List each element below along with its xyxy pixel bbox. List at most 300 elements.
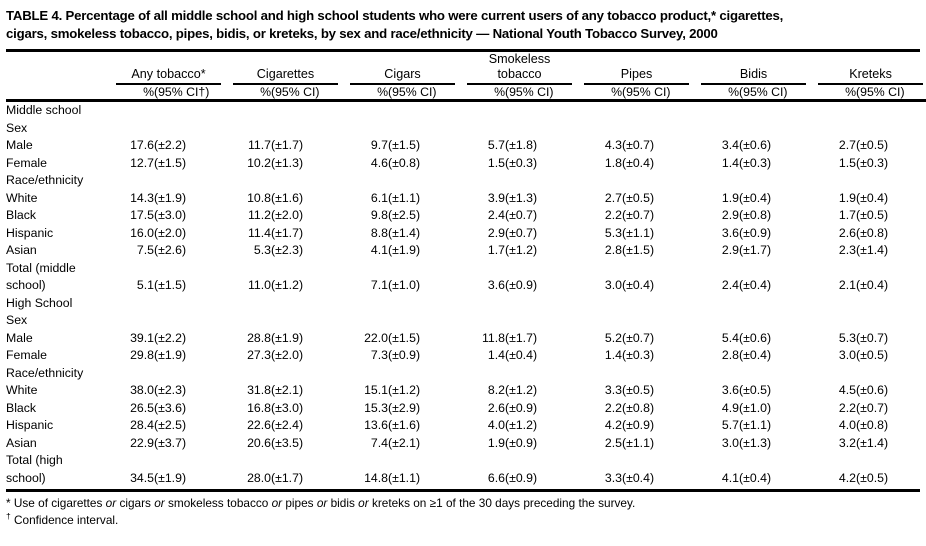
cell-pct: 7.3 bbox=[370, 348, 388, 362]
footnote-text: Confidence interval. bbox=[14, 512, 119, 527]
cell-pct: 28.8 bbox=[247, 330, 271, 345]
cell-ci bbox=[505, 120, 578, 138]
cell-pct: 5.3 bbox=[604, 225, 622, 240]
cell-pct: 4.1 bbox=[370, 243, 388, 257]
cell-ci bbox=[388, 101, 461, 120]
cell-ci bbox=[739, 452, 812, 470]
cell-pct bbox=[461, 452, 505, 470]
cell-ci: (±0.4) bbox=[739, 470, 772, 485]
table-row bbox=[6, 277, 926, 295]
table-row bbox=[6, 155, 926, 173]
cell-pct: 22.0 bbox=[364, 330, 388, 345]
cell-ci: (±1.1) bbox=[388, 470, 421, 485]
cell-ci bbox=[622, 365, 695, 383]
cell-pct bbox=[110, 365, 154, 383]
row-label: Black bbox=[6, 400, 37, 415]
footnote-marker: * bbox=[6, 496, 14, 510]
table-row bbox=[6, 190, 926, 208]
cell-ci: (±1.4) bbox=[388, 225, 421, 240]
cell-pct: 38.0 bbox=[130, 383, 154, 397]
row-label: Asian bbox=[6, 435, 37, 450]
cell-pct: 11.2 bbox=[247, 208, 271, 222]
cell-pct bbox=[344, 452, 388, 470]
table-row bbox=[6, 330, 926, 348]
cell-ci bbox=[856, 312, 926, 330]
cell-ci bbox=[622, 312, 695, 330]
cell-pct: 2.9 bbox=[487, 225, 505, 240]
cell-pct bbox=[110, 260, 154, 278]
cell-pct: 1.4 bbox=[487, 348, 505, 362]
cell-pct bbox=[578, 312, 622, 330]
cell-pct: 3.4 bbox=[721, 138, 740, 152]
cell-pct: 5.7 bbox=[487, 138, 505, 152]
table-row bbox=[6, 295, 926, 313]
cell-pct: 5.7 bbox=[721, 418, 740, 432]
cell-pct: 2.2 bbox=[838, 400, 857, 415]
row-label: Middle school bbox=[6, 103, 82, 117]
cell-ci: (±0.3) bbox=[505, 155, 538, 170]
cell-ci bbox=[271, 295, 344, 313]
cell-pct: 4.2 bbox=[604, 418, 622, 432]
cell-ci: (±1.7) bbox=[271, 225, 304, 240]
table-row bbox=[6, 435, 926, 453]
cell-ci: (±0.5) bbox=[856, 348, 889, 362]
cell-ci: (±1.9) bbox=[154, 470, 187, 485]
row-label: Female bbox=[6, 155, 48, 170]
cell-ci: (±0.5) bbox=[622, 383, 655, 397]
cell-ci: (±0.4) bbox=[739, 348, 772, 362]
cell-pct: 5.2 bbox=[604, 330, 622, 345]
cell-ci: (±1.7) bbox=[271, 138, 304, 152]
cell-ci bbox=[505, 101, 578, 120]
cell-pct: 3.6 bbox=[721, 225, 740, 240]
cell-pct bbox=[812, 120, 856, 138]
cell-pct bbox=[812, 172, 856, 190]
cell-pct: 6.6 bbox=[487, 470, 505, 485]
cell-ci: (±3.6) bbox=[154, 400, 187, 415]
cell-pct: 7.5 bbox=[136, 243, 154, 257]
cell-ci bbox=[505, 260, 578, 278]
cell-ci bbox=[856, 365, 926, 383]
cell-pct bbox=[227, 172, 271, 190]
table-row bbox=[6, 452, 926, 470]
cell-pct bbox=[695, 260, 739, 278]
cell-ci: (±0.3) bbox=[856, 155, 889, 170]
cell-pct bbox=[461, 365, 505, 383]
cell-ci: (±0.3) bbox=[622, 348, 655, 362]
cell-pct bbox=[227, 101, 271, 120]
cell-ci: (±1.3) bbox=[271, 155, 304, 170]
cell-ci bbox=[388, 312, 461, 330]
cell-ci bbox=[388, 295, 461, 313]
table-row bbox=[6, 101, 926, 120]
cell-pct: 1.9 bbox=[838, 190, 857, 205]
cell-pct: 7.1 bbox=[370, 278, 388, 292]
cell-ci: (±2.3) bbox=[271, 243, 304, 257]
subheader-ci-bidis: (95% CI) bbox=[739, 85, 812, 101]
row-label: Race/ethnicity bbox=[6, 173, 84, 187]
cell-ci: (±2.1) bbox=[388, 435, 421, 450]
cell-pct bbox=[695, 312, 739, 330]
cell-pct: 1.9 bbox=[487, 435, 505, 450]
footnote-text: smokeless tobacco bbox=[164, 496, 272, 510]
cell-ci: (±0.4) bbox=[505, 348, 538, 362]
cell-pct: 1.7 bbox=[838, 208, 857, 222]
cell-pct: 2.8 bbox=[721, 348, 740, 362]
cell-ci: (±2.9) bbox=[388, 400, 421, 415]
footnote-text: or bbox=[271, 496, 283, 510]
cell-pct: 3.9 bbox=[487, 190, 505, 205]
cell-pct bbox=[344, 295, 388, 313]
cell-pct bbox=[344, 260, 388, 278]
cell-pct: 4.9 bbox=[721, 400, 740, 415]
cell-pct bbox=[110, 120, 154, 138]
cell-pct: 1.5 bbox=[838, 155, 857, 170]
cell-ci: (±1.6) bbox=[271, 190, 304, 205]
cell-ci bbox=[856, 260, 926, 278]
cell-ci bbox=[154, 365, 227, 383]
subheader-pct-cigarettes: % bbox=[227, 85, 271, 101]
cell-ci: (±1.1) bbox=[739, 418, 772, 432]
cell-ci bbox=[856, 172, 926, 190]
cell-ci bbox=[505, 365, 578, 383]
cell-ci: (±1.2) bbox=[271, 278, 304, 292]
table-title-line1: TABLE 4. Percentage of all middle school and high school students who were current users of any tobacco product,* cigarettes, bbox=[6, 8, 784, 23]
cell-ci: (±0.8) bbox=[622, 400, 655, 415]
cell-pct bbox=[695, 295, 739, 313]
cell-pct: 17.5 bbox=[130, 208, 154, 222]
cell-ci: (±3.5) bbox=[271, 435, 304, 450]
cell-pct bbox=[812, 452, 856, 470]
cell-ci bbox=[856, 120, 926, 138]
cell-ci bbox=[271, 312, 344, 330]
cell-ci: (±1.5) bbox=[622, 243, 655, 257]
cell-pct: 16.0 bbox=[130, 225, 154, 240]
row-label: Race/ethnicity bbox=[6, 365, 84, 380]
tobacco-use-table bbox=[6, 52, 926, 489]
cell-pct: 1.8 bbox=[604, 155, 622, 170]
cell-ci: (±0.4) bbox=[622, 470, 655, 485]
cell-pct bbox=[227, 120, 271, 138]
cell-ci: (±0.6) bbox=[739, 138, 772, 152]
cell-ci: (±1.9) bbox=[154, 190, 187, 205]
column-group-pipes: Pipes bbox=[578, 52, 695, 85]
cell-ci: (±0.5) bbox=[739, 383, 772, 397]
subheader-ci-pipes: (95% CI) bbox=[622, 85, 695, 101]
cell-pct: 12.7 bbox=[130, 155, 154, 170]
cell-ci: (±1.7) bbox=[271, 470, 304, 485]
footnote-text: kreteks on ≥1 of the 30 days preceding the survey. bbox=[368, 496, 636, 510]
table-header bbox=[6, 52, 926, 101]
row-label: Sex bbox=[6, 120, 28, 135]
cell-pct bbox=[812, 260, 856, 278]
cell-ci bbox=[388, 452, 461, 470]
subheader-ci-any-tobacco: (95% CI†) bbox=[154, 85, 227, 101]
cell-pct: 22.9 bbox=[130, 435, 154, 450]
cell-pct bbox=[344, 312, 388, 330]
cell-ci: (±0.4) bbox=[739, 278, 772, 292]
cell-ci bbox=[154, 295, 227, 313]
subheader-pct-smokeless: % bbox=[461, 85, 505, 101]
cell-ci bbox=[271, 452, 344, 470]
cell-pct: 4.1 bbox=[721, 470, 740, 485]
row-label: Asian bbox=[6, 243, 37, 257]
cell-pct bbox=[578, 260, 622, 278]
cell-pct: 28.0 bbox=[247, 470, 271, 485]
cell-pct: 5.4 bbox=[721, 330, 740, 345]
cell-ci: (±1.2) bbox=[505, 243, 538, 257]
cell-ci: (±0.7) bbox=[856, 330, 889, 345]
cell-pct bbox=[695, 101, 739, 120]
footnote-text: or bbox=[358, 496, 369, 510]
cell-ci bbox=[154, 101, 227, 120]
cell-ci: (±0.6) bbox=[739, 330, 772, 345]
cell-ci: (±2.2) bbox=[154, 138, 187, 152]
table-row bbox=[6, 400, 926, 418]
cell-ci: (±0.9) bbox=[505, 400, 538, 415]
row-label: White bbox=[6, 383, 38, 397]
footnote-marker: † bbox=[6, 510, 11, 521]
cell-pct: 29.8 bbox=[130, 348, 154, 362]
cell-ci bbox=[856, 101, 926, 120]
cell-ci: (±0.5) bbox=[856, 470, 889, 485]
cell-pct bbox=[110, 295, 154, 313]
cell-ci: (±3.0) bbox=[154, 208, 187, 222]
subheader-pct-bidis: % bbox=[695, 85, 739, 101]
cell-pct bbox=[695, 452, 739, 470]
cell-pct bbox=[578, 365, 622, 383]
cell-ci: (±2.0) bbox=[271, 208, 304, 222]
cell-ci: (±1.5) bbox=[154, 278, 187, 292]
cell-ci bbox=[856, 295, 926, 313]
table-title bbox=[6, 0, 920, 43]
row-label: Total (middle bbox=[6, 260, 76, 275]
cell-pct: 3.0 bbox=[838, 348, 857, 362]
cell-pct: 2.3 bbox=[838, 243, 857, 257]
cell-ci: (±0.7) bbox=[856, 400, 889, 415]
cell-ci: (±1.4) bbox=[856, 435, 889, 450]
cell-pct bbox=[695, 172, 739, 190]
cell-ci: (±0.8) bbox=[856, 418, 889, 432]
cell-ci bbox=[388, 172, 461, 190]
cell-ci bbox=[622, 452, 695, 470]
cell-pct bbox=[344, 365, 388, 383]
cell-ci: (±2.5) bbox=[154, 418, 187, 432]
table-row bbox=[6, 417, 926, 435]
cell-pct: 2.2 bbox=[604, 400, 622, 415]
column-group-kreteks: Kreteks bbox=[812, 52, 926, 85]
cell-ci: (±3.7) bbox=[154, 435, 187, 450]
cell-ci bbox=[505, 312, 578, 330]
column-group-cigars: Cigars bbox=[344, 52, 461, 85]
cell-ci: (±0.7) bbox=[505, 208, 538, 222]
cell-ci bbox=[505, 452, 578, 470]
cell-ci: (±1.4) bbox=[856, 243, 889, 257]
cell-ci: (±0.7) bbox=[505, 225, 538, 240]
footnote-text: Use of cigarettes bbox=[13, 496, 106, 510]
subheader-pct-any-tobacco: % bbox=[110, 85, 154, 101]
cell-ci bbox=[622, 120, 695, 138]
cell-ci: (±0.4) bbox=[622, 278, 655, 292]
cell-pct: 11.8 bbox=[481, 330, 505, 345]
cell-pct: 2.7 bbox=[838, 138, 857, 152]
row-label: Male bbox=[6, 138, 33, 152]
cell-ci: (±2.0) bbox=[271, 348, 304, 362]
cell-ci bbox=[271, 120, 344, 138]
row-label: school) bbox=[6, 278, 46, 292]
cell-ci bbox=[271, 365, 344, 383]
cell-pct: 3.3 bbox=[604, 470, 622, 485]
cell-pct: 2.8 bbox=[604, 243, 622, 257]
cell-pct bbox=[812, 295, 856, 313]
cell-ci bbox=[739, 172, 812, 190]
cell-pct bbox=[344, 172, 388, 190]
cell-pct: 2.1 bbox=[838, 278, 857, 292]
column-group-cigarettes: Cigarettes bbox=[227, 52, 344, 85]
cell-ci: (±0.8) bbox=[856, 225, 889, 240]
cell-pct: 3.3 bbox=[604, 383, 622, 397]
column-group-smokeless-tobacco: Smokeless tobacco bbox=[461, 52, 578, 85]
cell-pct bbox=[344, 101, 388, 120]
subheader-ci-cigarettes: (95% CI) bbox=[271, 85, 344, 101]
cell-ci: (±0.7) bbox=[622, 208, 655, 222]
cell-ci bbox=[388, 120, 461, 138]
cell-pct bbox=[812, 101, 856, 120]
subheader-pct-cigars: % bbox=[344, 85, 388, 101]
cell-ci bbox=[622, 172, 695, 190]
cell-ci: (±1.3) bbox=[739, 435, 772, 450]
cell-ci: (±1.2) bbox=[505, 418, 538, 432]
cell-pct: 2.6 bbox=[487, 400, 505, 415]
cell-pct: 27.3 bbox=[247, 348, 271, 362]
cell-pct: 3.6 bbox=[721, 383, 740, 397]
cell-ci bbox=[622, 295, 695, 313]
cell-pct: 31.8 bbox=[247, 383, 271, 397]
row-label: Hispanic bbox=[6, 225, 54, 240]
cell-pct: 5.3 bbox=[253, 243, 271, 257]
cell-pct: 4.5 bbox=[838, 383, 857, 397]
table-row bbox=[6, 172, 926, 190]
footnote-asterisk bbox=[6, 495, 920, 512]
subheader-pct-kreteks: % bbox=[812, 85, 856, 101]
footnotes bbox=[6, 492, 920, 528]
cell-pct bbox=[110, 452, 154, 470]
cell-ci bbox=[388, 260, 461, 278]
cell-ci bbox=[739, 120, 812, 138]
cell-ci bbox=[856, 452, 926, 470]
table-row bbox=[6, 365, 926, 383]
cell-ci bbox=[739, 260, 812, 278]
subheader-row bbox=[6, 85, 926, 101]
cell-pct bbox=[110, 172, 154, 190]
cell-ci: (±0.6) bbox=[856, 383, 889, 397]
cell-pct bbox=[578, 101, 622, 120]
cell-ci bbox=[388, 365, 461, 383]
column-group-header-row bbox=[6, 52, 926, 85]
cell-pct bbox=[344, 120, 388, 138]
cell-pct bbox=[695, 120, 739, 138]
subheader-blank bbox=[6, 85, 110, 101]
cell-ci: (±1.0) bbox=[739, 400, 772, 415]
cell-pct: 4.3 bbox=[604, 138, 622, 152]
footnote-text: pipes bbox=[282, 496, 317, 510]
cell-pct: 3.6 bbox=[487, 278, 505, 292]
table-row bbox=[6, 382, 926, 400]
cell-ci bbox=[271, 101, 344, 120]
cell-ci bbox=[505, 172, 578, 190]
cell-pct: 7.4 bbox=[370, 435, 388, 450]
cell-ci bbox=[271, 172, 344, 190]
row-label: Female bbox=[6, 348, 48, 362]
table-body bbox=[6, 101, 926, 490]
cell-ci: (±0.4) bbox=[739, 190, 772, 205]
cell-ci: (±1.3) bbox=[505, 190, 538, 205]
cell-pct: 1.9 bbox=[721, 190, 740, 205]
cell-ci: (±2.0) bbox=[154, 225, 187, 240]
table-row bbox=[6, 470, 926, 490]
cell-ci: (±0.9) bbox=[388, 348, 421, 362]
cell-pct: 22.6 bbox=[247, 418, 271, 432]
footnote-text: or bbox=[154, 496, 165, 510]
row-label: Sex bbox=[6, 313, 28, 327]
cell-pct: 11.7 bbox=[247, 138, 271, 152]
table-row bbox=[6, 260, 926, 278]
cell-pct: 8.2 bbox=[487, 383, 505, 397]
cell-ci bbox=[739, 101, 812, 120]
cell-ci: (±1.1) bbox=[388, 190, 421, 205]
cell-pct bbox=[227, 365, 271, 383]
subheader-ci-cigars: (95% CI) bbox=[388, 85, 461, 101]
table-row bbox=[6, 225, 926, 243]
cell-pct bbox=[578, 172, 622, 190]
footnote-dagger bbox=[6, 512, 920, 529]
cell-ci: (±0.9) bbox=[505, 470, 538, 485]
cell-pct: 11.4 bbox=[247, 225, 271, 240]
cell-ci: (±1.2) bbox=[505, 383, 538, 397]
cell-ci: (±0.7) bbox=[622, 330, 655, 345]
cell-pct bbox=[461, 101, 505, 120]
cell-pct: 2.9 bbox=[721, 243, 740, 257]
cell-pct: 2.4 bbox=[721, 278, 740, 292]
row-label: Total (high bbox=[6, 453, 63, 467]
cell-pct bbox=[227, 452, 271, 470]
cell-pct bbox=[461, 120, 505, 138]
cell-pct: 28.4 bbox=[130, 418, 154, 432]
cell-ci: (±0.4) bbox=[856, 278, 889, 292]
cell-ci: (±1.9) bbox=[388, 243, 421, 257]
cell-pct: 4.2 bbox=[838, 470, 857, 485]
table-title-line2: cigars, smokeless tobacco, pipes, bidis, or kreteks, by sex and race/ethnicity — National Youth Tobacco Survey, 2000 bbox=[6, 26, 718, 41]
cell-pct: 15.1 bbox=[364, 383, 388, 397]
cell-pct: 6.1 bbox=[370, 190, 388, 205]
cell-ci bbox=[622, 260, 695, 278]
subheader-ci-kreteks: (95% CI) bbox=[856, 85, 926, 101]
cell-pct bbox=[227, 295, 271, 313]
cell-ci: (±1.5) bbox=[388, 138, 421, 152]
cell-pct: 4.6 bbox=[370, 155, 388, 170]
cell-pct bbox=[578, 120, 622, 138]
cell-pct: 26.5 bbox=[130, 400, 154, 415]
cell-ci: (±2.1) bbox=[271, 383, 304, 397]
cell-pct bbox=[695, 365, 739, 383]
table-row bbox=[6, 137, 926, 155]
cell-pct: 5.3 bbox=[838, 330, 857, 345]
cell-pct bbox=[110, 101, 154, 120]
cell-pct bbox=[461, 172, 505, 190]
cell-ci: (±1.5) bbox=[154, 155, 187, 170]
row-label: Black bbox=[6, 208, 37, 222]
cell-ci: (±1.0) bbox=[388, 278, 421, 292]
